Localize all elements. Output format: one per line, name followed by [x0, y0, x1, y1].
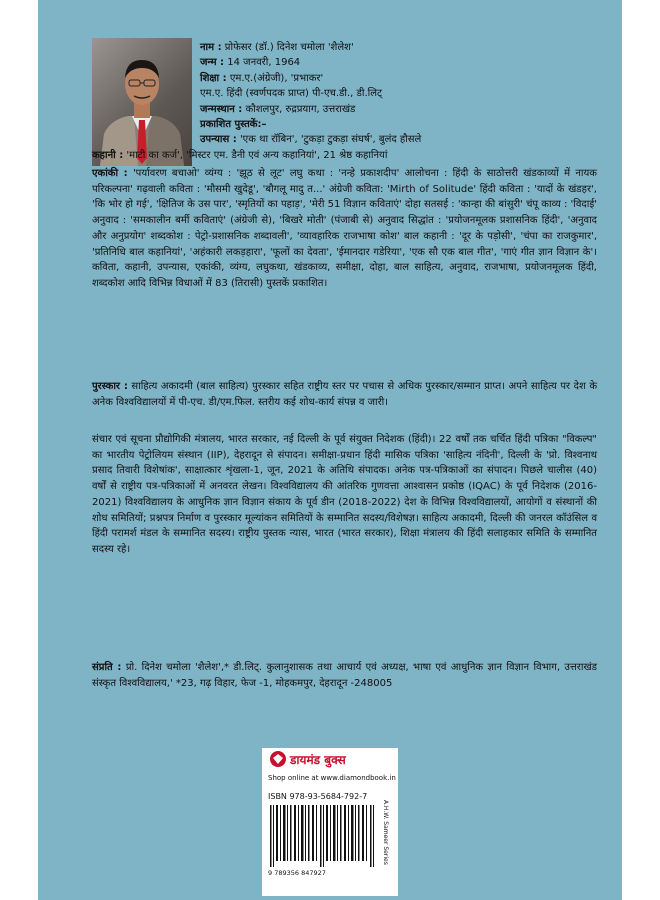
name-value: प्रोफेसर (डॉ.) दिनेश चमोला 'शैलेश': [224, 42, 354, 53]
education-value-2: एम.ए. हिंदी (स्वर्णपदक प्राप्त) पी-एच.डी., डी.लिट्: [200, 88, 383, 100]
author-bio-header: [200, 40, 600, 148]
author-photo: [92, 38, 192, 166]
story-label: कहानी :: [92, 150, 124, 161]
birth-label: जन्म :: [200, 57, 225, 69]
barcode: [268, 805, 380, 867]
barcode-digits: 9 789356 847927: [268, 869, 326, 877]
isbn-text: ISBN 978-93-5684-792-7: [268, 792, 368, 801]
novel-value: 'एक था रॉबिन', 'टुकड़ा टुकड़ा संघर्ष', बुलंद हौसले: [239, 134, 422, 146]
birthplace-label: जन्मस्थान :: [200, 103, 243, 115]
ekanki-value: 'पर्यावरण बचाओ' व्यंग्य : 'झूठ से लूट' लघु कथा : 'नन्हे प्रकाशदीप' आलोचना : हिंदी के साठोत्तरी खंडकाव्यों में नायक परिकल्पना' गढ़वाली कविता : 'मौसमी खुदेडू', 'बौगलू मादु त...' अंग्रेजी कविता: 'Mirth of Solitude' हिंदी कविता : 'यादों के खंडहर', 'कि भोर हो गई', 'क्षितिज के उस पार', 'स्मृतियों का पहाड़', 'मेरी 51 विज्ञान कविताएं' दोहा सतसई : 'कान्हा की बांसुरी' चंपू काव्य : 'विदाई' अनुवाद : 'समकालीन बर्मी कविताएं' (अंग्रेजी से), 'बिखरे मोती' (पंजाबी से) अनुवाद सिद्धांत : 'प्रयोजनमूलक प्रशासनिक हिंदी', 'अनुवाद और अनुप्रयोग' शब्दकोश : पेट्रो-प्रशासनिक शब्दावली', 'व्यावहारिक राजभाषा कोश' बाल कहानी : 'दूर के पड़ोसी', 'चंपा का राजकुमार', 'प्रतिनिधि बाल कहानियां', 'अहंकारी लकड़हारा', 'फूलों का देवता', 'ईमानदार गडेरिया', 'एक सौ एक बाल गीत', 'गाएं गीत ज्ञान विज्ञान के'। कविता, कहानी, उपन्यास, एकांकी, व्यंग्य, लघुकथा, खंडकाव्य, समीक्षा, दोहा, बाल साहित्य, अनुवाद, राजभाषा, प्रयोजनमूलक हिंदी, शब्दकोश आदि विभिन्न विधाओं में 83 (तिरासी) पुस्तकें प्रकाशित।: [92, 168, 597, 289]
birth-value: 14 जनवरी, 1964: [227, 57, 301, 69]
published-books-label: प्रकाशित पुस्तकें:–: [200, 119, 267, 131]
story-section: [92, 148, 597, 164]
career-section: [92, 432, 597, 558]
publisher-box: [262, 748, 398, 896]
story-value: 'माटी का कर्ज', 'मिस्टर एम. डैनी एवं अन्य कहानियां', 21 श्रेष्ठ कहानियां: [126, 150, 388, 161]
contact-value: प्रो. दिनेश चमोला 'शैलेश',* डी.लिट्. कुलानुशासक तथा आचार्य एवं अध्यक्ष, भाषा एवं आधुनिक ज्ञान विज्ञान विभाग, उत्तराखंड संस्कृत विश्वविद्यालय,' *23, गढ़ विहार, फेज -1, मोहकमपुर, देहरादून -248005: [92, 662, 597, 689]
education-label: शिक्षा :: [200, 72, 227, 84]
birthplace-value: कौशलपुर, रुद्रप्रयाग, उत्तराखंड: [245, 103, 356, 115]
novel-label: उपन्यास :: [200, 134, 237, 146]
ekanki-section: [92, 166, 597, 292]
contact-section: [92, 660, 597, 691]
award-value: साहित्य अकादमी (बाल साहित्य) पुरस्कार सहित राष्ट्रीय स्तर पर पचास से अधिक पुरस्कार/सम्मान प्राप्त। अपने साहित्य पर देश के अनेक विश्वविद्यालयों में पी-एच. डी/एम.फिल. स्तरीय कई शोध-कार्य संपन्न व जारी।: [92, 381, 597, 408]
publisher-name: डायमंड बुक्स: [290, 753, 346, 767]
career-value: संचार एवं सूचना प्रौद्योगिकी मंत्रालय, भारत सरकार, नई दिल्ली के पूर्व संयुक्त निदेशक (हिंदी)। 22 वर्षों तक चर्चित हिंदी पत्रिका "विकल्प" का भारतीय पेट्रोलियम संस्थान (IIP), देहरादून से संपादन। समीक्षा-प्रधान हिंदी मासिक पत्रिका 'साहित्य नंदिनी', दिल्ली के 'प्रो. विश्वनाथ प्रसाद तिवारी विशेषांक', साक्षात्कार शृंखला-1, जून, 2021 के अतिथि संपादक। अनेक पत्र-पत्रिकाओं का संपादन। पिछले चालीस (40) वर्षों से राष्ट्रीय पत्र-पत्रिकाओं में अनवरत लेखन। विश्वविद्यालय की आंतरिक गुणवत्ता आश्वासन प्रकोष्ठ (IQAC) के पूर्व निदेशक (2016-2021) विश्वविद्यालय के आधुनिक ज्ञान विज्ञान संकाय के पूर्व डीन (2018-2022) देश के विभिन्न विश्वविद्यालयों, आयोगों व संस्थानों की शोध समितियों; प्रश्नपत्र निर्माण व पुरस्कार मूल्यांकन समितियों के सम्मानित सदस्य/विशेषज्ञ। साहित्य अकादमी, दिल्ली की जनरल कॉउंसिल व हिंदी परामर्श मंडल के सम्मानित सदस्य। राष्ट्रीय पुस्तक न्यास, भारत (भारत सरकार), शिक्षा मंत्रालय की हिंदी सलाहकार समिति के सम्मानित सदस्य रहे।: [92, 434, 597, 555]
ekanki-label: एकांकी :: [92, 168, 128, 179]
name-label: नाम :: [200, 42, 222, 53]
diamond-logo-icon: [268, 750, 288, 768]
contact-label: संप्रति :: [92, 662, 122, 673]
series-text: A.H.W. Sameer Series: [382, 800, 389, 865]
award-label: पुरस्कार :: [92, 381, 128, 392]
award-section: [92, 379, 597, 410]
education-value: एम.ए.(अंग्रेजी), 'प्रभाकर': [229, 72, 324, 84]
publisher-logo: [262, 748, 398, 770]
shop-online-text: Shop online at www.diamondbook.in: [268, 774, 396, 782]
